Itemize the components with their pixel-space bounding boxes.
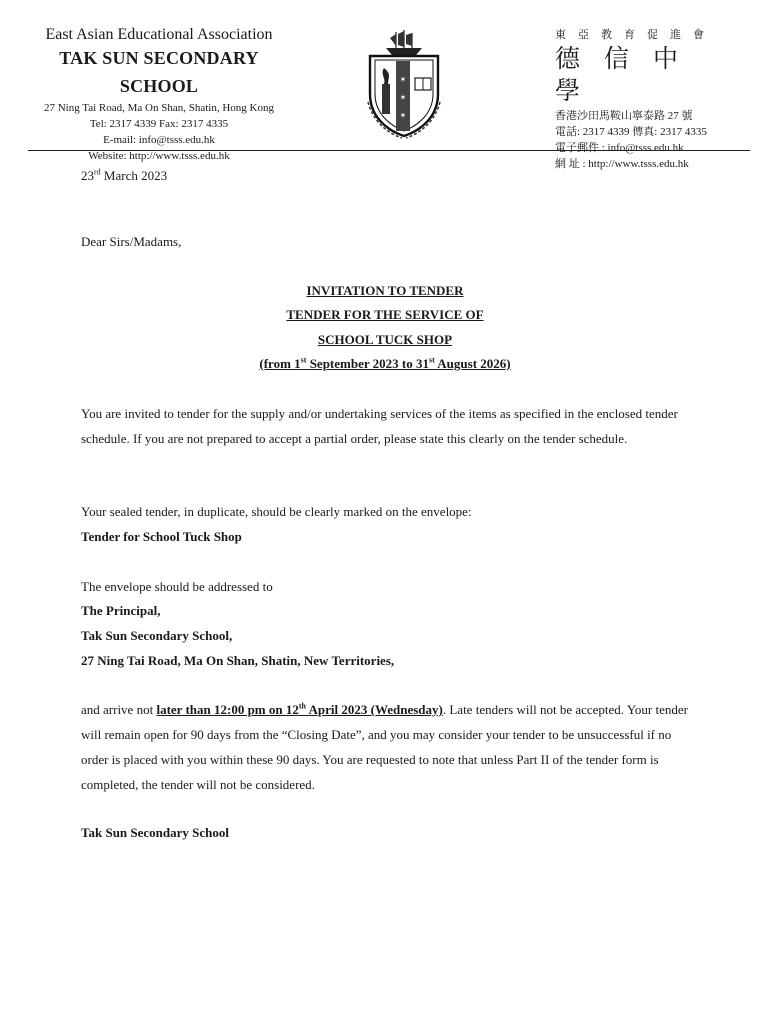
address-cn: 香港沙田馬鞍山寧泰路 27 號 [555,110,693,122]
period-sup-1: st [300,355,307,365]
period-start-a: (from 1 [259,356,301,371]
school-name-en: TAK SUN SECONDARY SCHOOL [59,48,259,96]
date-suffix: rd [94,167,101,177]
paragraph-deadline [81,697,696,797]
signoff: Tak Sun Secondary School [81,825,229,840]
salutation: Dear Sirs/Madams, [81,234,182,249]
letter-date [81,163,167,188]
svg-text:✶: ✶ [399,111,407,120]
tel-fax-cn: 電話: 2317 4339 傳真: 2317 4335 [555,126,707,138]
email-en: E-mail: info@tsss.edu.hk [103,134,215,146]
tel-fax-en: Tel: 2317 4339 Fax: 2317 4335 [89,118,229,130]
paragraph-invitation: You are invited to tender for the supply and/or undertaking services of the items as specified in the enclosed tender schedule. If you are not prepared to accept a partial order, please state this clearly on the tender schedule. [81,406,678,446]
addressee-line-1: The Principal, [81,603,161,618]
addressee-line-3: 27 Ning Tai Road, Ma On Shan, Shatin, New Territories, [81,653,395,668]
deadline-intro: and arrive not [81,702,157,717]
association-name-en: East Asian Educational Association [45,26,273,43]
svg-text:✶: ✶ [399,75,407,84]
title-invitation: INVITATION TO TENDER [306,283,464,298]
deadline-date [156,702,442,717]
deadline-details: . Late tenders will not be accepted. Your tender will remain open for 90 days from the “Closing Date”, and you may consider your tender to be unsuccessful if no order is placed with you within these 90 days. You are requested to note that unless Part II of the tender form is completed, the tender will not be considered. [81,702,688,792]
envelope-marking: Tender for School Tuck Shop [81,529,242,544]
title-tender-service: TENDER FOR THE SERVICE OF [286,307,484,322]
paragraph-envelope-marking: Your sealed tender, in duplicate, should be clearly marked on the envelope: [81,504,472,519]
addressee-line-2: Tak Sun Secondary School, [81,628,233,643]
deadline-date-b: April 2023 (Wednesday) [305,702,443,717]
date-day: 23 [81,168,94,183]
date-month-year: March 2023 [100,168,168,183]
paragraph-addressee: The envelope should be addressed to [81,579,273,594]
title-period [0,352,770,376]
period-end: August 2026) [434,356,511,371]
website-en: Website: http://www.tsss.edu.hk [88,150,230,162]
email-cn: 電子郵件 : info@tsss.edu.hk [555,142,684,154]
period-sup-2: st [428,355,435,365]
school-crest-icon [366,28,442,140]
svg-text:✶: ✶ [399,93,407,102]
title-tuck-shop: SCHOOL TUCK SHOP [317,332,453,347]
letterhead-english [28,26,290,164]
deadline-sup: th [298,701,306,711]
deadline-date-a: later than 12:00 pm on 12 [156,702,299,717]
header-divider [28,150,750,151]
association-name-cn: 東亞教育促進會 [555,29,716,41]
school-name-cn: 德信中學 [555,46,703,105]
website-cn: 網 址 : http://www.tsss.edu.hk [555,158,689,170]
period-middle: September 2023 to 31 [306,356,429,371]
address-en: 27 Ning Tai Road, Ma On Shan, Shatin, Hong Kong [43,102,275,114]
